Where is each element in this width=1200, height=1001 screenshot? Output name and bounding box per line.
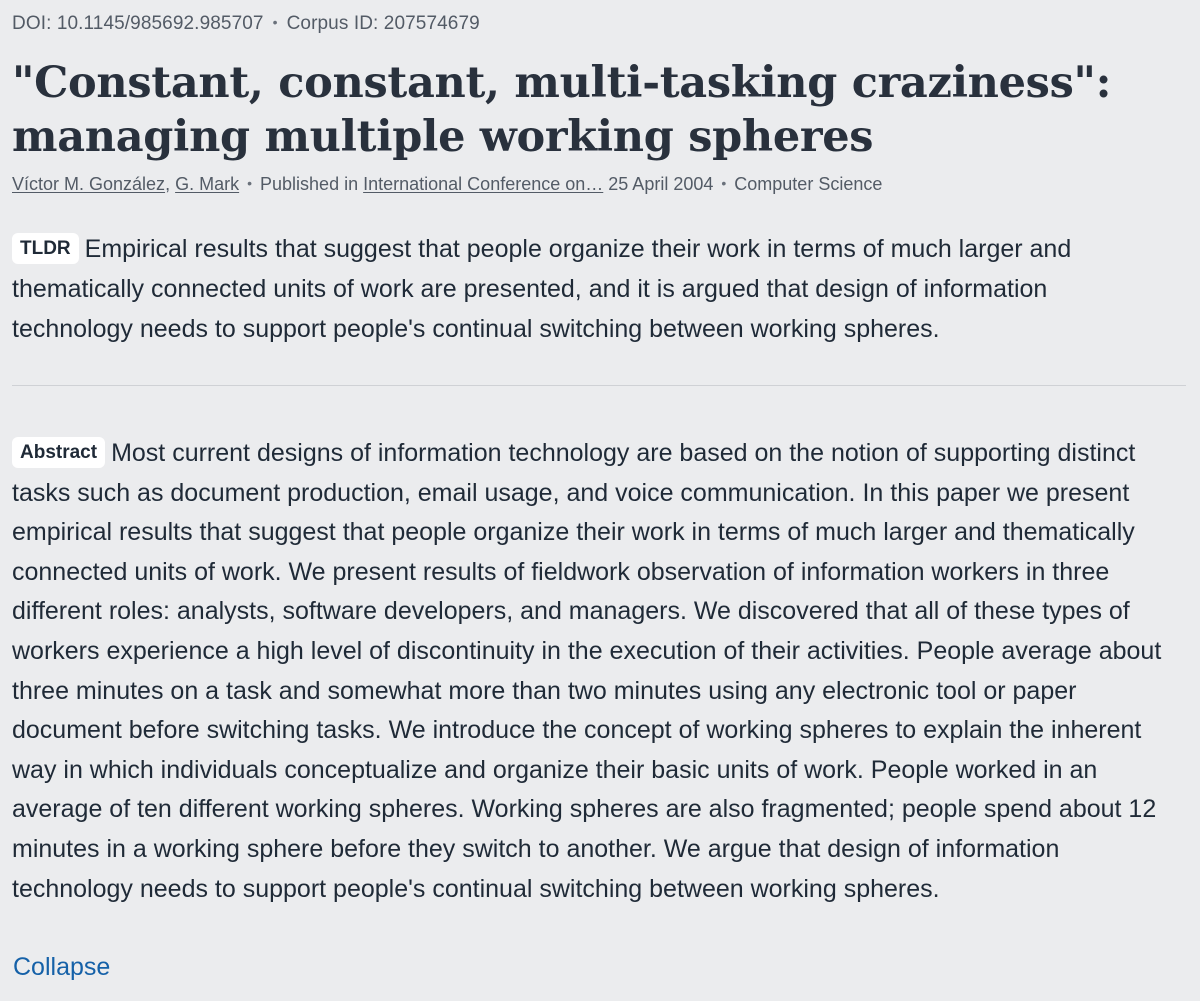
collapse-abstract-link[interactable]: Collapse	[13, 953, 111, 981]
abstract-text: Most current designs of information technology are based on the notion of supporting distinct tasks such as document production, email usage, and voice communication. In this paper we present empirical results that suggest that people organize their work in terms of much larger and thematically connected units of work. We present results of fieldwork observation of information workers in three different roles: analysts, software developers, and managers. We discovered that all of these types of workers experience a high level of discontinuity in the execution of their activities. People average about three minutes on a task and somewhat more than two minutes using any electronic tool or paper document before switching tasks. We introduce the concept of working spheres to explain the inherent way in which individuals conceptualize and organize their basic units of work. People worked in an average of ten different working spheres. Working spheres are also fragmented; people spend about 12 minutes in a working sphere before they switch to another. We argue that design of information technology needs to support people's continual switching between working spheres.	[12, 439, 1162, 903]
paper-meta-line	[12, 13, 480, 35]
tldr-text: Empirical results that suggest that people organize their work in terms of much larger and thematically connected units of work are presented, and it is argued that design of information technology needs to support people's continual switching between working spheres.	[12, 235, 1072, 343]
author-link[interactable]: Víctor M. González	[12, 174, 166, 194]
byline-separator: •	[721, 175, 727, 191]
venue-link[interactable]: International Conference on…	[363, 174, 604, 194]
published-prefix: Published in	[260, 174, 359, 194]
corpus-id-text: Corpus ID: 207574679	[286, 13, 480, 34]
meta-separator: •	[272, 14, 278, 30]
paper-byline	[12, 174, 882, 195]
tldr-badge: TLDR	[12, 233, 79, 264]
field-of-study: Computer Science	[734, 174, 883, 194]
author-separator: ,	[165, 174, 171, 194]
doi-text[interactable]: DOI: 10.1145/985692.985707	[12, 13, 264, 34]
publication-date: 25 April 2004	[608, 174, 714, 194]
author-link[interactable]: G. Mark	[175, 174, 240, 194]
abstract-section	[12, 434, 1180, 909]
section-divider	[12, 385, 1186, 386]
paper-title: "Constant, constant, multi-tasking craziness": managing multiple working spheres	[12, 58, 1112, 162]
byline-separator: •	[247, 175, 253, 191]
abstract-badge: Abstract	[12, 437, 105, 468]
tldr-section	[12, 229, 1172, 349]
